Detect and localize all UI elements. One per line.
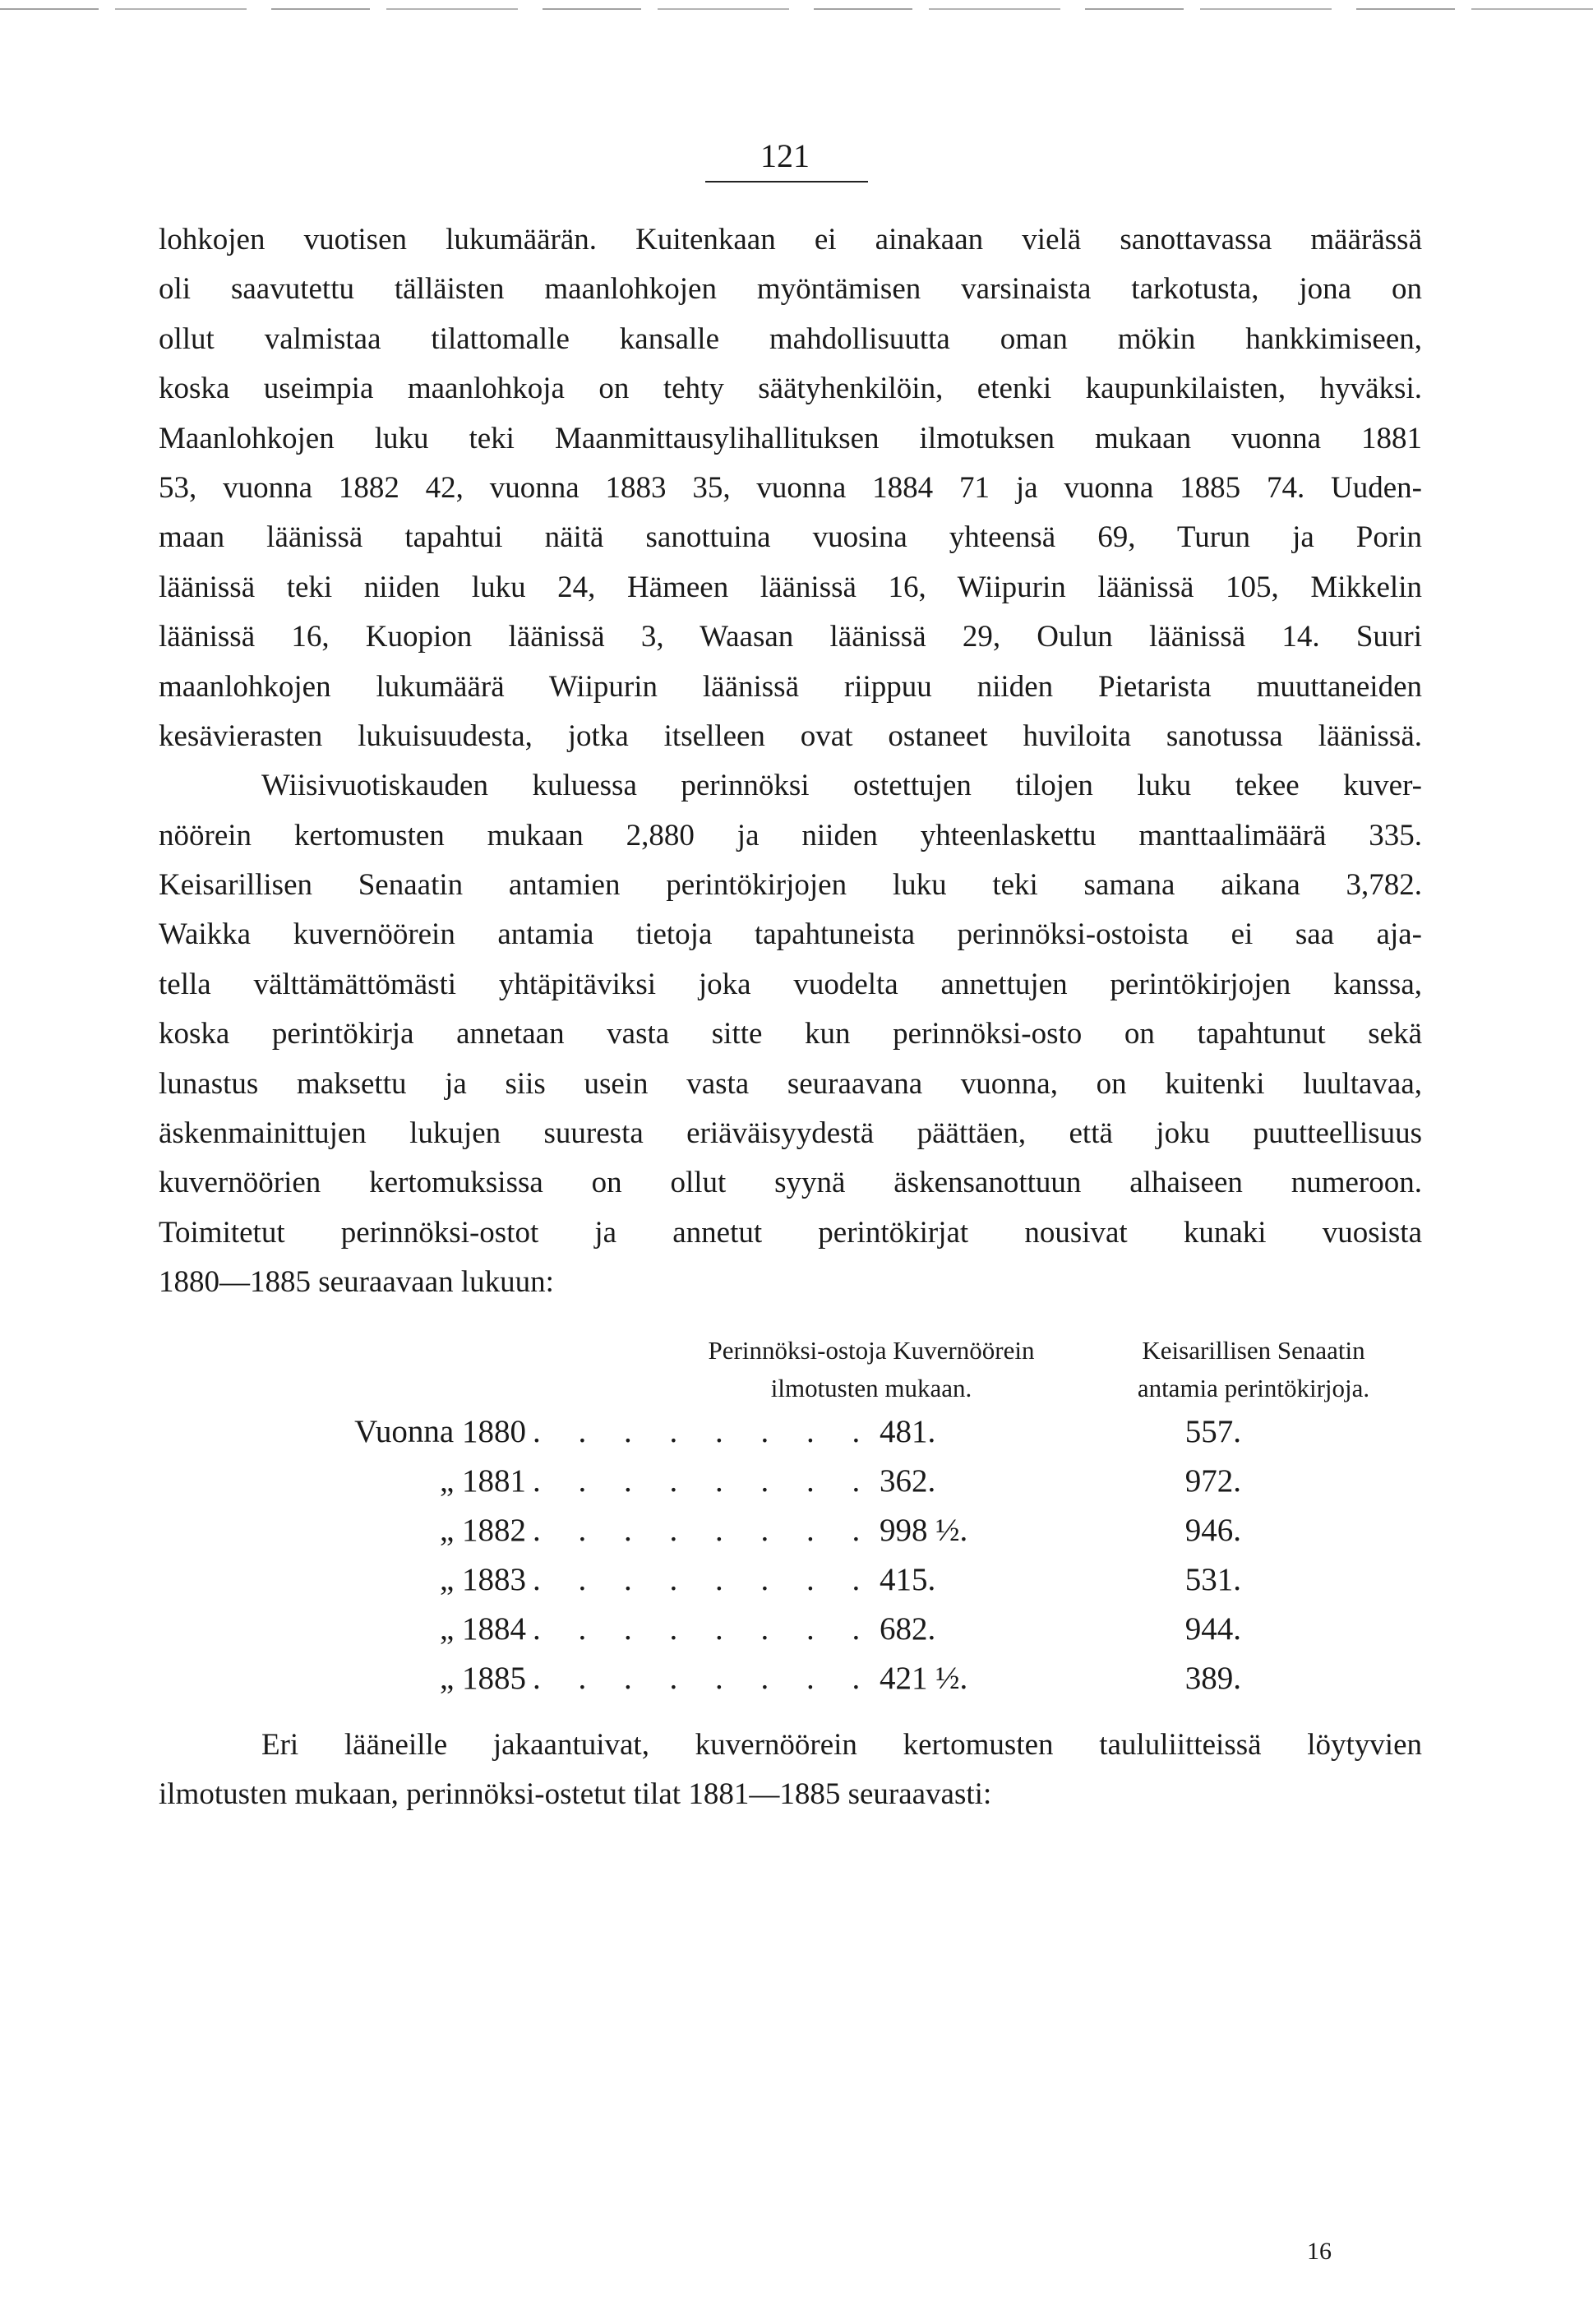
text-line: maan läänissä tapahtui näitä sanottuina vuosina yhteensä 69, Turun ja Porin xyxy=(159,520,1422,555)
row-label: „ 1881 xyxy=(439,1463,526,1499)
text-line: lunastus maksettu ja siis usein vasta seuraavana vuonna, on kuitenki luultavaa, xyxy=(159,1066,1422,1101)
deeds-value: 531. xyxy=(1184,1562,1241,1597)
body-text xyxy=(159,215,1422,1308)
table-header-col2 xyxy=(1089,1332,1418,1407)
row-label: „ 1883 xyxy=(439,1562,526,1597)
text-line: Eri lääneille jakaantuivat, kuvernöörein kertomusten taululiitteissä löytyvien xyxy=(261,1728,1422,1762)
deeds-value: 972. xyxy=(1184,1463,1241,1499)
table-row xyxy=(312,1407,1299,1457)
purchases-value: 682. xyxy=(880,1611,936,1647)
leader-dots: . . . . . . . . xyxy=(533,1513,875,1548)
deeds-value: 946. xyxy=(1184,1513,1241,1548)
text-line: ollut valmistaa tilattomalle kansalle mahdollisuutta oman mökin hankkimiseen, xyxy=(159,321,1422,356)
text-line: oli saavutettu tälläisten maanlohkojen myöntämisen varsinaista tarkotusta, jona on xyxy=(159,272,1422,307)
text-line: kuvernöörien kertomuksissa on ollut syynä äskensanottuun alhaiseen numeroon. xyxy=(159,1166,1422,1200)
text-line: Waikka kuvernöörein antamia tietoja tapahtuneista perinnöksi-ostoista ei saa aja- xyxy=(159,917,1422,952)
leader-dots: . . . . . . . . xyxy=(533,1562,875,1597)
text-line: maanlohkojen lukumäärä Wiipurin läänissä riippuu niiden Pietarista muuttaneiden xyxy=(159,669,1422,704)
purchases-value: 998 ½. xyxy=(880,1513,968,1548)
text-line: Wiisivuotiskauden kuluessa perinnöksi ostettujen tilojen luku tekee kuver- xyxy=(261,769,1422,803)
paragraph-2 xyxy=(159,761,1422,1307)
table-row xyxy=(312,1457,1299,1506)
top-edge-rule xyxy=(0,8,1593,10)
text-line: lohkojen vuotisen lukumäärän. Kuitenkaan ei ainakaan vielä sanottavassa määrässä xyxy=(159,223,1422,256)
row-label: „ 1885 xyxy=(439,1661,526,1696)
leader-dots: . . . . . . . . xyxy=(533,1414,875,1449)
table-header-col2-line2: antamia perintökirjoja. xyxy=(1137,1374,1370,1402)
purchases-value: 415. xyxy=(880,1562,936,1597)
deeds-value: 944. xyxy=(1184,1611,1241,1647)
purchases-value: 421 ½. xyxy=(880,1661,968,1696)
text-line: läänissä 16, Kuopion läänissä 3, Waasan läänissä 29, Oulun läänissä 14. Suuri xyxy=(159,620,1422,654)
text-line: äskenmainittujen lukujen suuresta eriäväisyydestä päättäen, että joku puutteellisuus xyxy=(159,1116,1422,1151)
page-number: 121 xyxy=(760,137,810,174)
leader-dots: . . . . . . . . xyxy=(533,1661,875,1696)
text-line: nöörein kertomusten mukaan 2,880 ja niiden yhteenlaskettu manttaalimäärä 335. xyxy=(159,818,1422,852)
row-label: Vuonna 1880 xyxy=(354,1414,526,1449)
text-line: kesävierasten lukuisuudesta, jotka itselleen ovat ostaneet huviloita sanotussa läänissä. xyxy=(159,718,1422,753)
text-line: 1880—1885 seuraavaan lukuun: xyxy=(159,1265,554,1300)
text-line: Toimitetut perinnöksi-ostot ja annetut perintökirjat nousivat kunaki vuosista xyxy=(159,1215,1422,1250)
table-header-col1-line1: Perinnöksi-ostoja Kuvernöörein xyxy=(708,1336,1035,1365)
page-number-underline xyxy=(705,181,868,183)
table-header-col1-line2: ilmotusten mukaan. xyxy=(770,1374,972,1402)
table-header-col2-line1: Keisarillisen Senaatin xyxy=(1142,1336,1365,1365)
signature-folio-mark: 16 xyxy=(1307,2238,1332,2265)
deeds-value: 389. xyxy=(1184,1661,1241,1696)
table-row xyxy=(312,1506,1299,1555)
purchases-value: 362. xyxy=(880,1463,936,1499)
leader-dots: . . . . . . . . xyxy=(533,1611,875,1647)
row-label: „ 1884 xyxy=(439,1611,526,1647)
text-line: 53, vuonna 1882 42, vuonna 1883 35, vuonna 1884 71 ja vuonna 1885 74. Uuden- xyxy=(159,470,1422,505)
text-line: tella välttämättömästi yhtäpitäviksi joka vuodelta annettujen perintökirjojen kanssa, xyxy=(159,967,1422,1001)
purchases-value: 481. xyxy=(880,1414,936,1449)
statistics-table xyxy=(312,1407,1299,1703)
text-line: läänissä teki niiden luku 24, Hämeen läänissä 16, Wiipurin läänissä 105, Mikkelin xyxy=(159,570,1422,604)
closing-paragraph xyxy=(159,1721,1422,1820)
deeds-value: 557. xyxy=(1184,1414,1241,1449)
table-header-col1 xyxy=(649,1332,1093,1407)
text-line: koska perintökirja annetaan vasta sitte kun perinnöksi-osto on tapahtunut sekä xyxy=(159,1017,1422,1051)
row-label: „ 1882 xyxy=(439,1513,526,1548)
leader-dots: . . . . . . . . xyxy=(533,1463,875,1499)
text-line: Maanlohkojen luku teki Maanmittausylihallituksen ilmotuksen mukaan vuonna 1881 xyxy=(159,421,1422,455)
table-row xyxy=(312,1605,1299,1654)
text-line: ilmotusten mukaan, perinnöksi-ostetut tilat 1881—1885 seuraavasti: xyxy=(159,1777,992,1812)
table-row xyxy=(312,1555,1299,1605)
text-line: Keisarillisen Senaatin antamien perintökirjojen luku teki samana aikana 3,782. xyxy=(159,868,1422,903)
paragraph-1 xyxy=(159,215,1422,761)
text-line: koska useimpia maanlohkoja on tehty säätyhenkilöin, etenki kaupunkilaisten, hyväksi. xyxy=(159,372,1422,406)
table-row xyxy=(312,1654,1299,1703)
